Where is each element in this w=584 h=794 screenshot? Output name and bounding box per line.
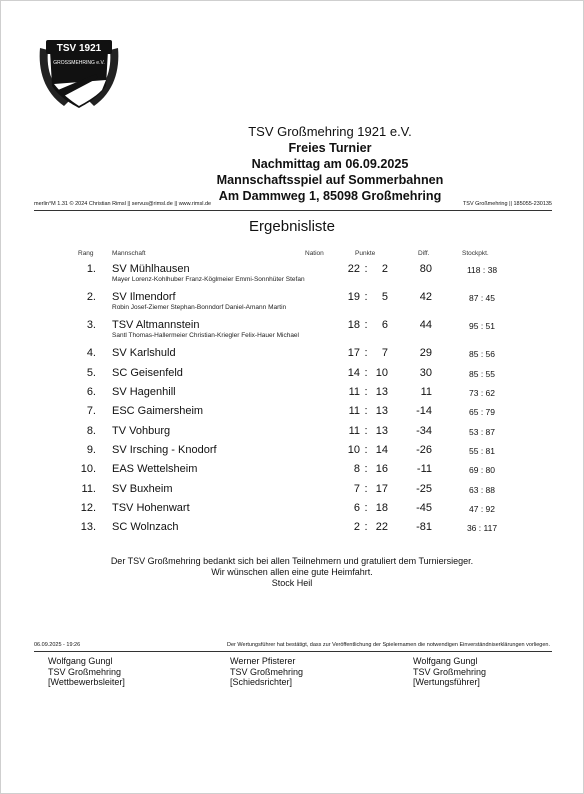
team-name: SV Irsching - Knodorf [112, 444, 217, 456]
points-separator: : [364, 483, 368, 495]
team-players: Mayer Lorenz-Kohlhuber Franz-Köglmeier Emmi-Sonnhüter Stefan [112, 276, 305, 283]
difference: -81 [416, 521, 432, 533]
points-separator: : [364, 319, 368, 331]
points-separator: : [364, 502, 368, 514]
signer-role: [Wettbewerbsleiter] [48, 677, 125, 687]
team-name: EAS Wettelsheim [112, 463, 198, 475]
points-against: 13 [375, 405, 388, 417]
signature-block [48, 656, 125, 688]
points-against: 5 [381, 291, 388, 303]
event-type: Mannschaftsspiel auf Sommerbahnen [216, 173, 444, 187]
team-name: SC Geisenfeld [112, 367, 183, 379]
rank: 4. [86, 347, 96, 359]
rank: 2. [86, 291, 96, 303]
team-name: TSV Altmannstein [112, 319, 200, 331]
col-diff-header: Diff. [418, 250, 430, 257]
points-for: 11 [348, 425, 360, 437]
points-for: 19 [347, 291, 360, 303]
points-for: 8 [353, 463, 360, 475]
points-for: 2 [353, 521, 360, 533]
points-against: 14 [375, 444, 388, 456]
difference: 44 [419, 319, 432, 331]
points-against: 17 [375, 483, 388, 495]
closing-line-2: Wir wünschen allen eine gute Heimfahrt. [211, 567, 373, 577]
print-timestamp: 06.09.2025 - 19:26 [34, 642, 81, 648]
stock-points: 63 : 88 [469, 485, 495, 495]
points-separator: : [364, 444, 368, 456]
points-separator: : [364, 367, 368, 379]
logo-text: TSV 1921 [56, 43, 102, 54]
rank: 10. [80, 463, 96, 475]
rank: 1. [86, 263, 96, 275]
col-team-header: Mannschaft [112, 250, 146, 257]
signature-block [413, 656, 486, 688]
points-for: 11 [348, 386, 360, 398]
rank: 11. [81, 483, 96, 495]
col-rank-header: Rang [78, 250, 94, 257]
event-header [130, 124, 530, 204]
document-id: TSV Großmehring || 185055-230135 [462, 201, 552, 207]
stock-points: 53 : 87 [469, 427, 495, 437]
points-for: 22 [347, 263, 360, 275]
signature-block [230, 656, 303, 688]
points-against: 6 [381, 319, 388, 331]
signer-role: [Schiedsrichter] [230, 677, 293, 687]
difference: 11 [420, 386, 432, 398]
rank: 9. [86, 444, 96, 456]
points-separator: : [364, 263, 368, 275]
footer-line [34, 641, 552, 652]
rank: 3. [86, 319, 96, 331]
rank: 8. [86, 425, 96, 437]
difference: 30 [419, 367, 432, 379]
difference: -11 [416, 463, 432, 475]
difference: 42 [419, 291, 432, 303]
points-against: 7 [381, 347, 388, 359]
stock-points: 85 : 56 [469, 349, 495, 359]
points-against: 2 [381, 263, 388, 275]
points-for: 14 [347, 367, 360, 379]
event-name: Freies Turnier [288, 141, 372, 155]
club-name: TSV Großmehring 1921 e.V. [248, 124, 412, 139]
points-separator: : [364, 405, 368, 417]
signer-name: Werner Pfisterer [230, 656, 296, 666]
points-against: 18 [375, 502, 388, 514]
rank: 7. [86, 405, 96, 417]
points-for: 11 [348, 405, 360, 417]
stock-points: 118 : 38 [466, 265, 498, 275]
stock-points: 36 : 117 [466, 523, 498, 533]
points-separator: : [364, 291, 368, 303]
points-against: 22 [375, 521, 388, 533]
points-against: 13 [375, 386, 388, 398]
col-nation-header: Nation [305, 250, 324, 257]
difference: -34 [416, 425, 432, 437]
team-name: TSV Hohenwart [112, 502, 190, 514]
points-for: 10 [347, 444, 360, 456]
team-name: SV Hagenhill [112, 386, 176, 398]
closing-message [0, 556, 584, 589]
team-name: TV Vohburg [112, 425, 171, 437]
points-for: 17 [347, 347, 360, 359]
points-for: 18 [347, 319, 360, 331]
club-logo [36, 40, 122, 116]
stock-points: 85 : 55 [469, 369, 495, 379]
stock-points: 55 : 81 [469, 446, 495, 456]
team-name: SC Wolnzach [112, 521, 179, 533]
team-name: SV Karlshuld [112, 347, 176, 359]
points-separator: : [364, 521, 368, 533]
software-meta-line [34, 198, 552, 211]
stock-points: 47 : 92 [469, 504, 495, 514]
points-against: 16 [375, 463, 388, 475]
rank: 5. [86, 367, 96, 379]
difference: -26 [416, 444, 432, 456]
team-name: SV Buxheim [112, 483, 173, 495]
col-stock-header: Stockpkt. [462, 250, 489, 257]
list-title: Ergebnisliste [249, 218, 335, 235]
signer-role: [Wertungsführer] [413, 677, 480, 687]
difference: -14 [416, 405, 432, 417]
stock-points: 65 : 79 [469, 407, 495, 417]
rank: 13. [80, 521, 96, 533]
points-separator: : [364, 463, 368, 475]
team-players: Santl Thomas-Hallermeier Christian-Kriegler Felix-Hauer Michael [112, 332, 299, 339]
event-date: Nachmittag am 06.09.2025 [251, 157, 409, 171]
difference: 29 [419, 347, 432, 359]
signer-club: TSV Großmehring [230, 666, 304, 677]
rank: 6. [86, 386, 96, 398]
event-address: Am Dammweg 1, 85098 Großmehring [218, 189, 442, 203]
difference: -45 [416, 502, 432, 514]
points-separator: : [364, 347, 368, 359]
stock-points: 87 : 45 [469, 293, 495, 303]
team-name: SV Ilmendorf [112, 291, 176, 303]
team-players: Robin Josef-Ziemer Stephan-Bonndorf Daniel-Amann Martin [112, 304, 287, 311]
closing-line-1: Der TSV Großmehring bedankt sich bei allen Teilnehmern und gratuliert dem Turniersieger. [110, 556, 474, 566]
points-separator: : [364, 386, 368, 398]
stock-points: 73 : 62 [469, 388, 495, 398]
rank: 12. [80, 502, 96, 514]
difference: -25 [416, 483, 432, 495]
team-name: ESC Gaimersheim [112, 405, 204, 417]
difference: 80 [419, 263, 432, 275]
team-name: SV Mühlhausen [112, 263, 190, 275]
signer-club: TSV Großmehring [48, 666, 122, 677]
software-credit: merlin°M 1.31 © 2024 Christian Rimsl || servus@rimsl.de || www.rimsl.de [34, 201, 212, 207]
points-for: 6 [353, 502, 360, 514]
closing-line-3: Stock Heil [271, 578, 313, 588]
points-separator: : [364, 425, 368, 437]
points-against: 13 [375, 425, 388, 437]
logo-subtext: GROSSMEHRING e.V. [53, 60, 105, 66]
consent-note: Der Wertungsführer hat bestätigt, dass zur Veröffentlichung der Spielernamen die notwendigen Einverständniserklärungen vorliegen. [227, 642, 550, 648]
signer-club: TSV Großmehring [413, 666, 487, 677]
stock-points: 95 : 51 [469, 321, 495, 331]
points-against: 10 [375, 367, 388, 379]
signer-name: Wolfgang Gungl [48, 656, 113, 666]
points-for: 7 [353, 483, 360, 495]
col-points-header: Punkte [355, 250, 376, 257]
signer-name: Wolfgang Gungl [413, 656, 478, 666]
stock-points: 69 : 80 [469, 465, 495, 475]
